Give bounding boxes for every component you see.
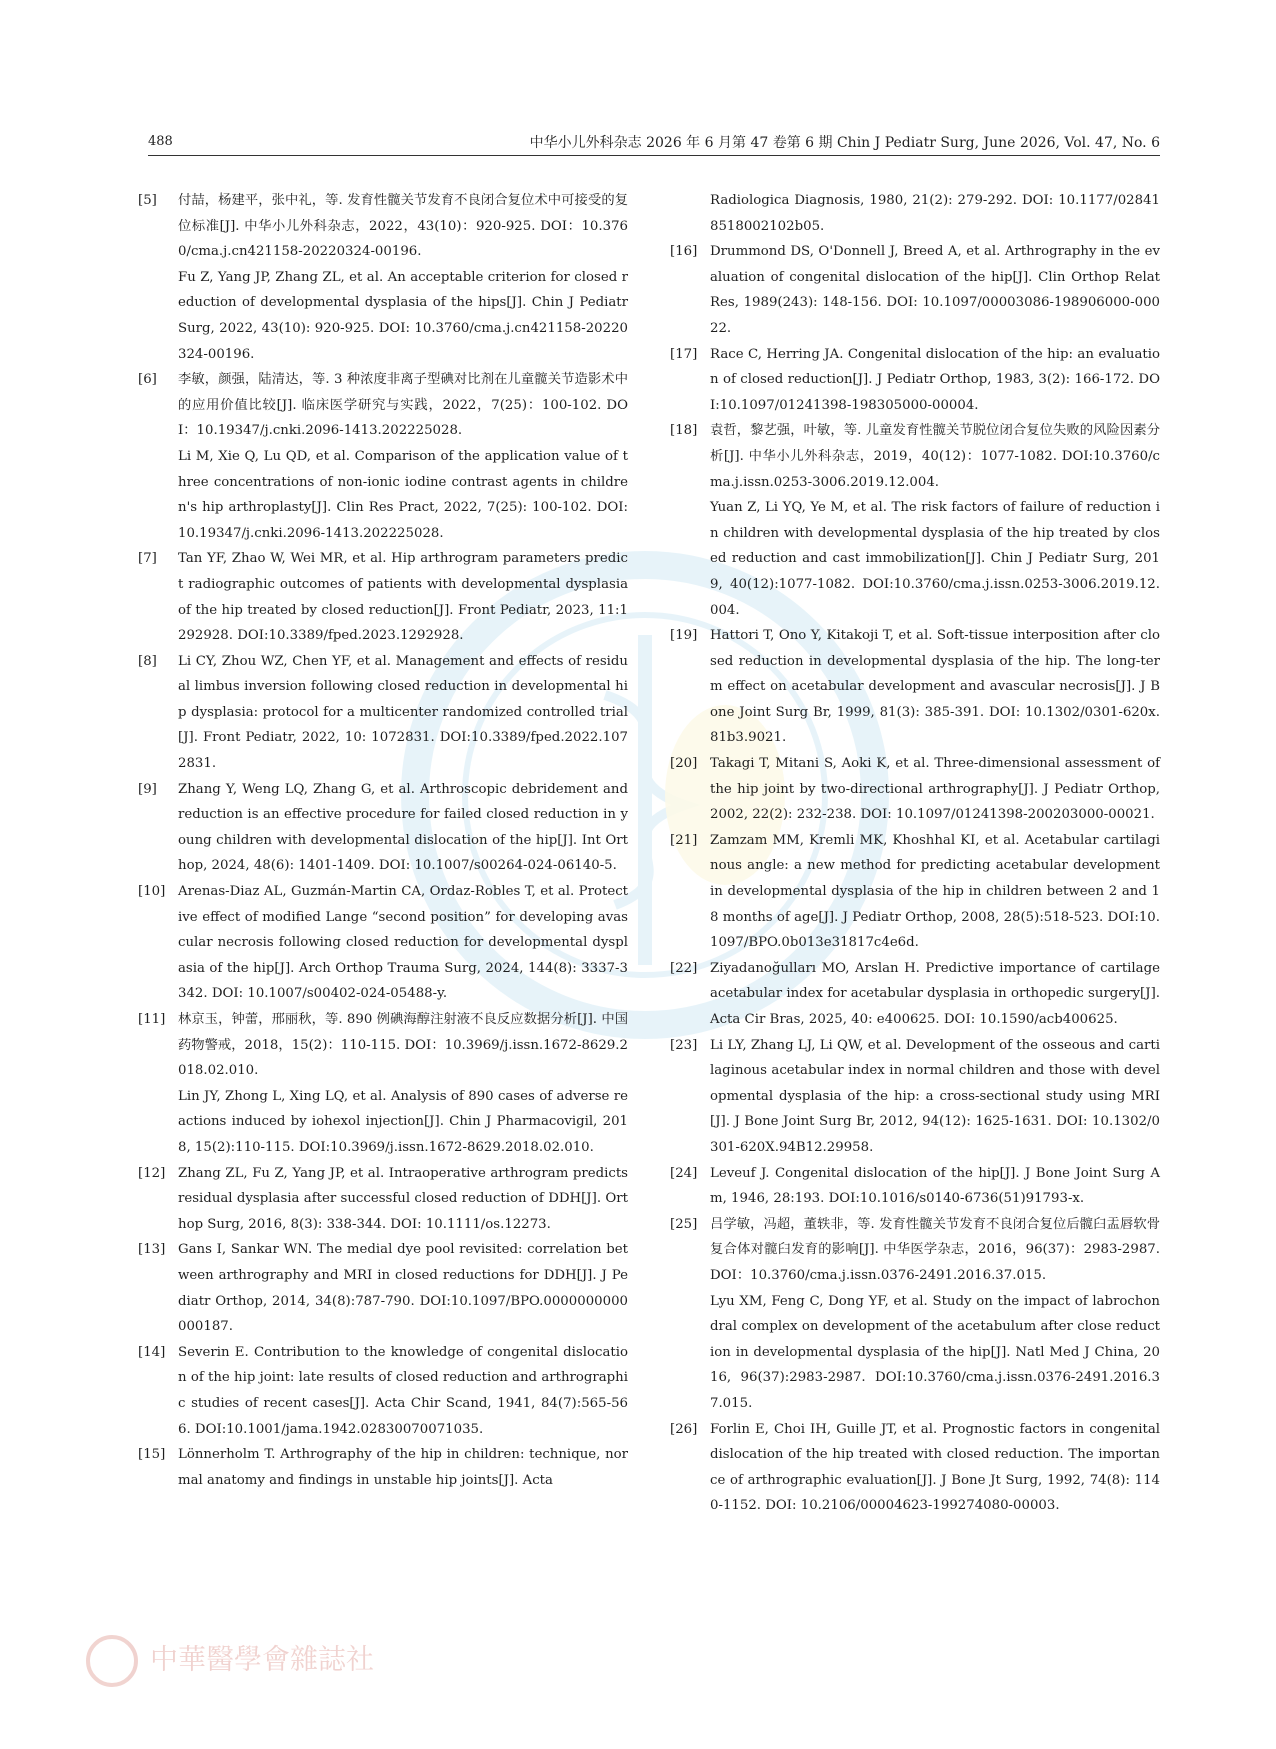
reference-text: Radiologica Diagnosis, 1980, 21(2): 279-292. DOI: 10.1177/028418518002102b05.	[710, 193, 1160, 234]
references-right-column	[670, 188, 1160, 1519]
reference-number: [24]	[670, 1165, 698, 1181]
publisher-name: 中華醫學會雜誌社	[150, 1642, 375, 1676]
reference-number: [21]	[670, 832, 698, 848]
reference-item	[670, 239, 1160, 341]
reference-number: [8]	[138, 653, 157, 669]
reference-item	[670, 1212, 1160, 1417]
reference-text: Race C, Herring JA. Congenital dislocation of the hip: an evaluation of closed reduction[J]. J Pediatr Orthop, 1983, 3(2): 166-172. DOI:10.1097/01241398-198305000-00004.	[710, 346, 1160, 413]
reference-text: Zhang Y, Weng LQ, Zhang G, et al. Arthroscopic debridement and reduction is an effective procedure for failed closed reduction in young children with developmental dislocation of the hip[J]. Int Orthop, 2024, 48(6): 1401-1409. DOI: 10.1007/s00264-024-06140-5.	[178, 781, 628, 874]
reference-text: Li CY, Zhou WZ, Chen YF, et al. Management and effects of residual limbus inversion following closed reduction in developmental hip dysplasia: protocol for a multicenter randomized controlled trial[J]. Front Pediatr, 2022, 10: 1072831. DOI:10.3389/fped.2022.1072831.	[178, 653, 628, 772]
reference-item	[670, 623, 1160, 751]
reference-item	[670, 342, 1160, 419]
publisher-seal-icon	[86, 1635, 138, 1687]
reference-text-english: Lyu XM, Feng C, Dong YF, et al. Study on the impact of labrochondral complex on development of the acetabulum after close reduction in developmental dysplasia of the hip[J]. Natl Med J China, 2016, 96(37):2983-2987. DOI:10.3760/cma.j.issn.0376-2491.2016.37.015.	[710, 1293, 1160, 1411]
reference-text: Lönnerholm T. Arthrography of the hip in children: technique, normal anatomy and findings in unstable hip joints[J]. Acta	[178, 1447, 628, 1488]
reference-number: [17]	[670, 346, 698, 362]
reference-item	[670, 956, 1160, 1033]
reference-item	[138, 546, 628, 648]
reference-text-english: Li M, Xie Q, Lu QD, et al. Comparison of the application value of three concentrations of non-ionic iodine contrast agents in children's hip arthroplasty[J]. Clin Res Pract, 2022, 7(25): 100-102. DOI:10.19347/j.cnki.2096-1413.202225028.	[178, 448, 628, 541]
reference-text: Zhang ZL, Fu Z, Yang JP, et al. Intraoperative arthrogram predicts residual dysplasia after successful closed reduction of DDH[J]. Orthop Surg, 2016, 8(3): 338-344. DOI: 10.1111/os.12273.	[178, 1165, 628, 1232]
reference-text: Forlin E, Choi IH, Guille JT, et al. Prognostic factors in congenital dislocation of the hip treated with closed reduction. The importance of arthrographic evaluation[J]. J Bone Jt Surg, 1992, 74(8): 1140-1152. DOI: 10.2106/00004623-199274080-00003.	[710, 1421, 1160, 1514]
reference-item	[138, 649, 628, 777]
reference-number: [18]	[670, 423, 698, 439]
reference-item	[138, 1442, 628, 1493]
reference-number: [26]	[670, 1421, 698, 1437]
reference-number: [15]	[138, 1447, 166, 1463]
reference-number: [9]	[138, 781, 157, 797]
reference-number: [22]	[670, 960, 698, 976]
footer-publisher-logo	[86, 1635, 374, 1687]
reference-item	[670, 751, 1160, 828]
reference-item	[138, 188, 628, 367]
reference-number: [25]	[670, 1216, 698, 1232]
reference-number: [5]	[138, 193, 157, 208]
reference-text-english: Fu Z, Yang JP, Zhang ZL, et al. An acceptable criterion for closed reduction of developmental dysplasia of the hips[J]. Chin J Pediatr Surg, 2022, 43(10): 920-925. DOI: 10.3760/cma.j.cn421158-20220324-00196.	[178, 269, 628, 362]
reference-text: Severin E. Contribution to the knowledge of congenital dislocation of the hip joint: late results of closed reduction and arthrographic studies of recent cases[J]. Acta Chir Scand, 1941, 84(7):565-566. DOI:10.1001/jama.1942.02830070071035.	[178, 1344, 628, 1437]
reference-item	[670, 188, 1160, 239]
reference-number: [14]	[138, 1344, 166, 1360]
reference-text: Li LY, Zhang LJ, Li QW, et al. Development of the osseous and cartilaginous acetabular index in normal children and those with developmental dysplasia of the hip: a cross-sectional study using MRI[J]. J Bone Joint Surg Br, 2012, 94(12): 1625-1631. DOI: 10.1302/0301-620X.94B12.29958.	[710, 1037, 1160, 1155]
header-rule	[148, 155, 1160, 156]
reference-text: Takagi T, Mitani S, Aoki K, et al. Three-dimensional assessment of the hip joint by two-directional arthrography[J]. J Pediatr Orthop, 2002, 22(2): 232-238. DOI: 10.1097/01241398-200203000-00021.	[710, 756, 1160, 823]
reference-item	[670, 1417, 1160, 1519]
reference-text: Tan YF, Zhao W, Wei MR, et al. Hip arthrogram parameters predict radiographic outcomes of patients with developmental dysplasia of the hip treated by closed reduction[J]. Front Pediatr, 2023, 11:1292928. DOI:10.3389/fped.2023.1292928.	[178, 551, 628, 644]
reference-number: [23]	[670, 1037, 698, 1053]
reference-text-english: Yuan Z, Li YQ, Ye M, et al. The risk factors of failure of reduction in children with developmental dysplasia of the hip treated by closed reduction and cast immobilization[J]. Chin J Pediatr Surg, 2019, 40(12):1077-1082. DOI:10.3760/cma.j.issn.0253-3006.2019.12.004.	[710, 500, 1160, 618]
reference-text: Arenas-Diaz AL, Guzmán-Martin CA, Ordaz-Robles T, et al. Protective effect of modified Lange “second position” for developing avascular necrosis following closed reduction for developmental dysplasia of the hip[J]. Arch Orthop Trauma Surg, 2024, 144(8): 3337-3342. DOI: 10.1007/s00402-024-05488-y.	[178, 884, 628, 1002]
reference-number: [16]	[670, 244, 698, 260]
reference-item	[138, 1007, 628, 1161]
reference-item	[138, 367, 628, 546]
reference-item	[138, 879, 628, 1007]
reference-item	[670, 418, 1160, 623]
reference-number: [20]	[670, 756, 698, 772]
reference-item	[670, 828, 1160, 956]
reference-item	[138, 1340, 628, 1442]
reference-number: [7]	[138, 551, 157, 567]
reference-text: Zamzam MM, Kremli MK, Khoshhal KI, et al. Acetabular cartilaginous angle: a new method for predicting acetabular development in developmental dysplasia of the hip in children between 2 and 18 months of age[J]. J Pediatr Orthop, 2008, 28(5):518-523. DOI:10.1097/BPO.0b013e31817c4e6d.	[710, 832, 1160, 951]
reference-number: [10]	[138, 884, 166, 900]
reference-text: 付喆，杨建平，张中礼，等. 发育性髋关节发育不良闭合复位术中可接受的复位标准[J]. 中华小儿外科杂志，2022，43(10)：920-925. DOI：10.3760/cma.j.cn421158-20220324-00196.	[178, 193, 628, 260]
reference-text: 袁哲，黎艺强，叶敏，等. 儿童发育性髋关节脱位闭合复位失败的风险因素分析[J]. 中华小儿外科杂志，2019，40(12)：1077-1082. DOI:10.3760/cma.j.issn.0253-3006.2019.12.004.	[710, 423, 1160, 490]
reference-text-english: Lin JY, Zhong L, Xing LQ, et al. Analysis of 890 cases of adverse reactions induced by iohexol injection[J]. Chin J Pharmacovigil, 2018, 15(2):110-115. DOI:10.3969/j.issn.1672-8629.2018.02.010.	[178, 1088, 628, 1155]
reference-number: [12]	[138, 1165, 166, 1181]
reference-number: [19]	[670, 628, 698, 644]
reference-item	[138, 1237, 628, 1339]
reference-item	[670, 1161, 1160, 1212]
reference-item	[138, 1161, 628, 1238]
reference-number: [11]	[138, 1012, 166, 1027]
reference-text: Leveuf J. Congenital dislocation of the hip[J]. J Bone Joint Surg Am, 1946, 28:193. DOI:10.1016/s0140-6736(51)91793-x.	[710, 1165, 1160, 1207]
reference-number: [6]	[138, 372, 157, 388]
reference-item	[670, 1033, 1160, 1161]
reference-text: 李敏，颜强，陆清达，等. 3 种浓度非离子型碘对比剂在儿童髋关节造影术中的应用价值比较[J]. 临床医学研究与实践，2022，7(25)：100-102. DOI：10.19347/j.cnki.2096-1413.202225028.	[178, 372, 628, 439]
reference-text: Ziyadanoğulları MO, Arslan H. Predictive importance of cartilage acetabular index for acetabular dysplasia in orthopedic surgery[J]. Acta Cir Bras, 2025, 40: e400625. DOI: 10.1590/acb400625.	[710, 960, 1160, 1027]
reference-text: Drummond DS, O'Donnell J, Breed A, et al. Arthrography in the evaluation of congenital dislocation of the hip[J]. Clin Orthop Relat Res, 1989(243): 148-156. DOI: 10.1097/00003086-198906000-00022.	[710, 244, 1160, 336]
reference-text: Gans I, Sankar WN. The medial dye pool revisited: correlation between arthrography and MRI in closed reductions for DDH[J]. J Pediatr Orthop, 2014, 34(8):787-790. DOI:10.1097/BPO.0000000000000187.	[178, 1242, 628, 1335]
reference-text: Hattori T, Ono Y, Kitakoji T, et al. Soft-tissue interposition after closed reduction in developmental dysplasia of the hip. The long-term effect on acetabular development and avascular necrosis[J]. J Bone Joint Surg Br, 1999, 81(3): 385-391. DOI: 10.1302/0301-620x.81b3.9021.	[710, 628, 1160, 746]
reference-item	[138, 777, 628, 879]
page-number: 488	[148, 134, 173, 149]
reference-text: 吕学敏，冯超，董轶非，等. 发育性髋关节发育不良闭合复位后髋臼盂唇软骨复合体对髋臼发育的影响[J]. 中华医学杂志，2016，96(37)：2983-2987. DOI：10.3760/cma.j.issn.0376-2491.2016.37.015.	[710, 1216, 1160, 1283]
running-header: 中华小儿外科杂志 2026 年 6 月第 47 卷第 6 期 Chin J Pediatr Surg, June 2026, Vol. 47, No. 6	[529, 135, 1160, 151]
references-left-column	[138, 188, 628, 1493]
reference-text: 林京玉，钟蕾，邢丽秋，等. 890 例碘海醇注射液不良反应数据分析[J]. 中国药物警戒，2018，15(2)：110-115. DOI：10.3969/j.issn.1672-8629.2018.02.010.	[178, 1012, 628, 1079]
reference-number: [13]	[138, 1242, 166, 1258]
